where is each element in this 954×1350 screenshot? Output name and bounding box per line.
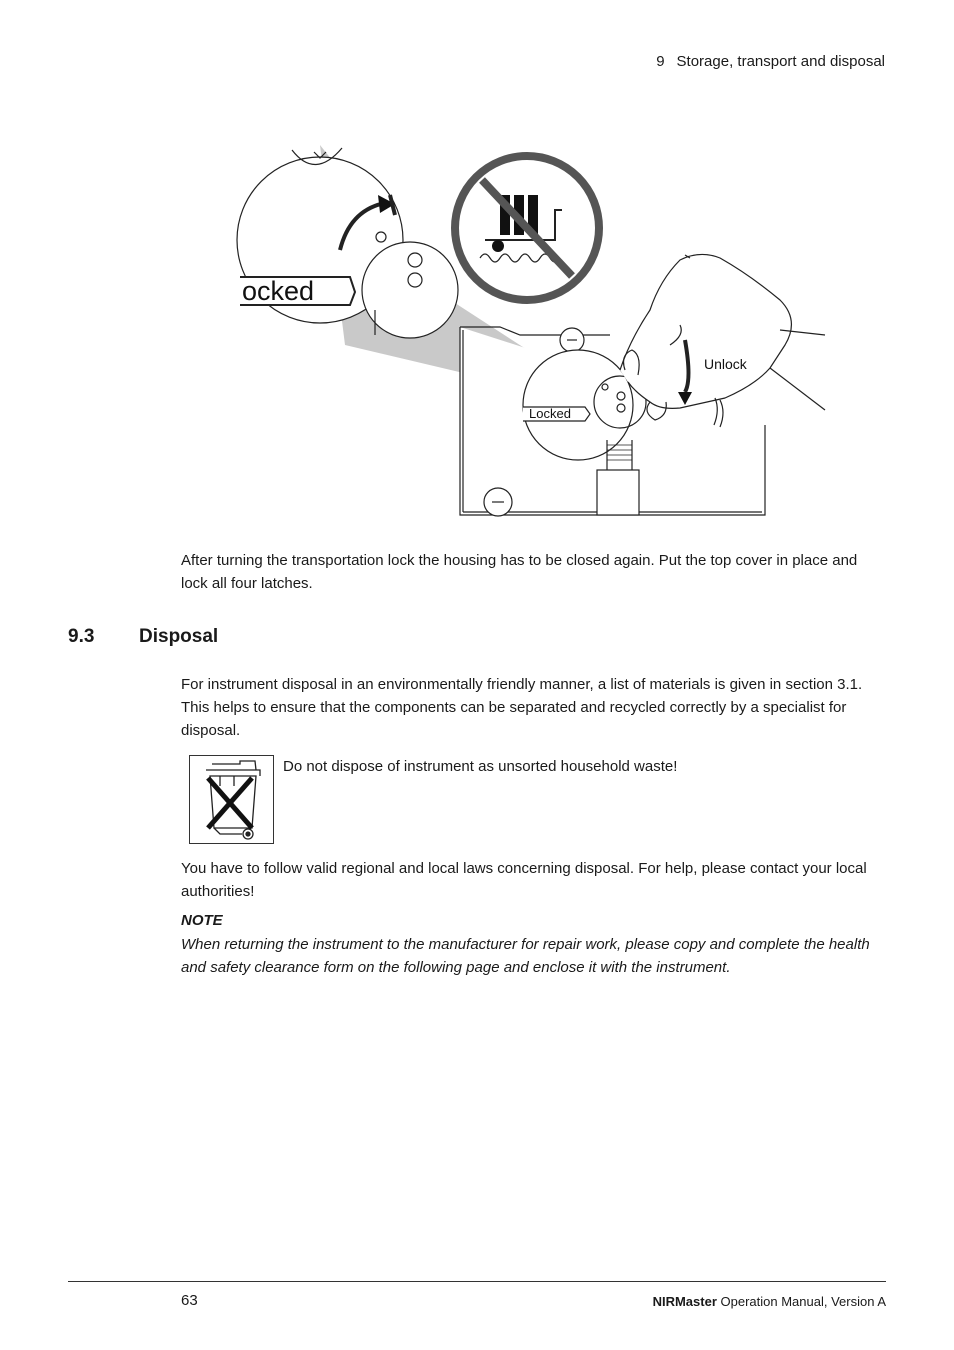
zoom-locked-label: ocked [242, 276, 315, 306]
page-number: 63 [181, 1292, 198, 1309]
chapter-number: 9 [656, 53, 665, 70]
unlock-label: Unlock [704, 356, 747, 372]
running-header [656, 53, 885, 70]
paragraph-after-figure: After turning the transportation lock the housing has to be closed again. Put the top cover in place and lock all four latches. [181, 552, 858, 592]
section-title: Disposal [139, 626, 219, 647]
household-waste-warning: Do not dispose of instrument as unsorted household waste! [283, 758, 678, 775]
chapter-title: Storage, transport and disposal [676, 53, 885, 70]
footer-manual: Operation Manual, Version A [716, 1294, 886, 1309]
note-heading: NOTE [181, 912, 223, 929]
transport-lock-figure [180, 140, 840, 525]
footer-rule [68, 1281, 886, 1282]
hand [620, 254, 791, 408]
locked-label: Locked [529, 406, 571, 421]
footer-product: NIRMaster [652, 1294, 717, 1309]
note-text: When returning the instrument to the manufacturer for repair work, please copy and complete the health and safety clearance form on the following page and enclose it with the instrument. [181, 936, 870, 976]
disposal-intro: For instrument disposal in an environmentally friendly manner, a list of materials is given in section 3.1. This helps to ensure that the components can be separated and recycled correctly by a specialist for disposal. [181, 676, 863, 739]
crossed-bin-symbol [189, 755, 274, 844]
section-number: 9.3 [68, 626, 95, 647]
disposal-laws: You have to follow valid regional and local laws concerning disposal. For help, please contact your local authorities! [181, 860, 867, 900]
footer-document-title [653, 1294, 886, 1309]
crossed-bin-icon [190, 756, 273, 843]
section-heading [68, 626, 219, 648]
